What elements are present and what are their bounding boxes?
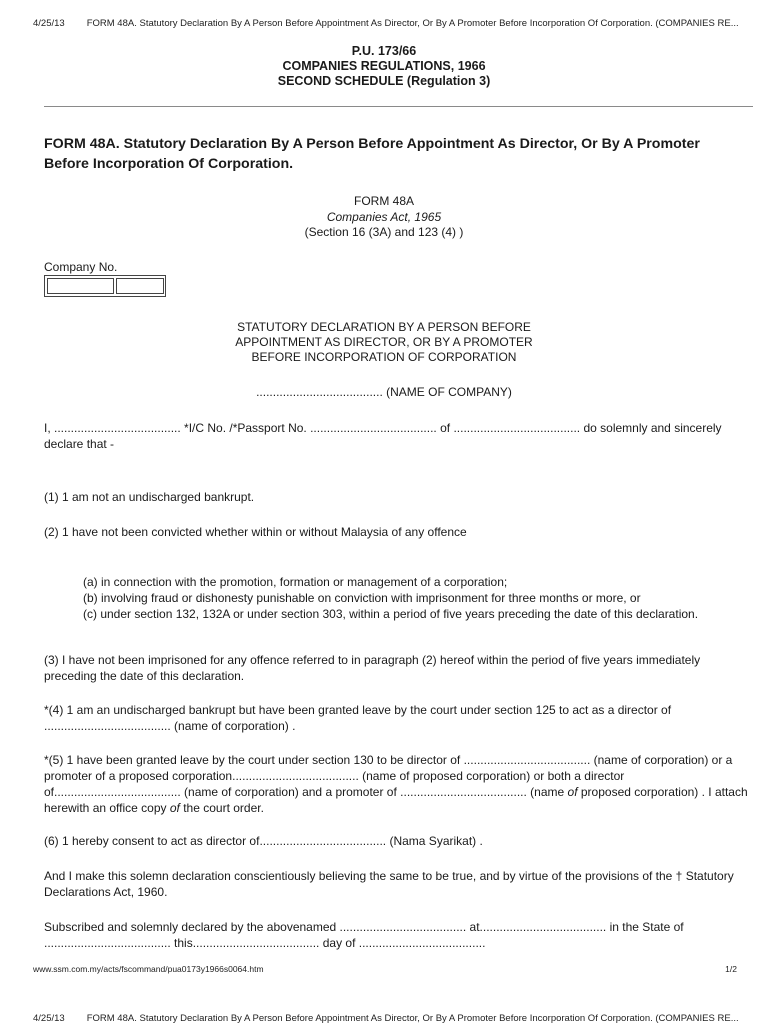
browser-print-header	[33, 18, 743, 29]
print-date-page-2: 4/25/13	[33, 1013, 65, 1024]
subscription-clause: Subscribed and solemnly declared by the abovenamed ...................................... at...................................... in the State of ...................................... this...................................... day of ......................................	[44, 920, 684, 950]
declaration-title-line-3: BEFORE INCORPORATION OF CORPORATION	[251, 350, 517, 364]
clause-4: *(4) 1 am an undischarged bankrupt but have been granted leave by the court under section 125 to act as a director of ...................................... (name of corporation) .	[44, 703, 672, 733]
clause-2a: (a) in connection with the promotion, formation or management of a corporation;	[83, 575, 508, 589]
clause-6: (6) 1 hereby consent to act as director of...................................... (Nama Syarikat) .	[44, 834, 483, 848]
print-date: 4/25/13	[33, 18, 65, 29]
clause-2: (2) 1 have not been convicted whether within or without Malaysia of any offence	[44, 525, 467, 539]
company-no-field-1[interactable]	[47, 278, 114, 294]
form-title: FORM 48A. Statutory Declaration By A Person Before Appointment As Director, Or By A Promoter Before Incorporation Of Corporation.	[44, 136, 700, 172]
clause-1: (1) 1 am not an undischarged bankrupt.	[44, 490, 255, 504]
clause-5-text-3: the court order.	[179, 801, 264, 815]
clause-2b: (b) involving fraud or dishonesty punishable on conviction with imprisonment for three months or more, or	[83, 591, 641, 605]
page-number: 1/2	[725, 964, 737, 974]
regulation-schedule: SECOND SCHEDULE (Regulation 3)	[277, 74, 491, 88]
footer-url: www.ssm.com.my/acts/fscommand/pua0173y1966s0064.htm	[33, 964, 264, 974]
company-no-field-2[interactable]	[116, 278, 164, 294]
clause-5-italic-1: of	[567, 785, 578, 799]
section-reference: (Section 16 (3A) and 123 (4) )	[304, 225, 464, 239]
declaration-intro: I, ...................................... *I/C No. /*Passport No. ...................................... of ...................................... do solemnly and sincerely declare that -	[44, 421, 722, 451]
horizontal-divider	[44, 106, 753, 107]
print-title: FORM 48A. Statutory Declaration By A Person Before Appointment As Director, Or By A Promoter Before Incorporation Of Corporation. (COMPANIES RE...	[86, 18, 739, 29]
clause-3: (3) I have not been imprisoned for any offence referred to in paragraph (2) hereof within the period of five years immediately preceding the date of this declaration.	[44, 653, 701, 683]
clause-5	[44, 752, 756, 816]
name-of-company-line: ...................................... (NAME OF COMPANY)	[256, 385, 512, 399]
declaration-title	[0, 320, 768, 365]
act-name: Companies Act, 1965	[326, 209, 442, 224]
clause-7: And I make this solemn declaration conscientiously believing the same to be true, and by virtue of the provisions of the † Statutory Declarations Act, 1960.	[44, 869, 734, 899]
clause-5-text-1: *(5) 1 have been granted leave by the court under section 130 to be director of ...................................... (name of corporation) or a promoter of a proposed corporation...................................... (name of proposed corporation) or both a director of...................................... (name of corporation) and a promoter of ...................................... (name	[44, 753, 733, 799]
clause-2c: (c) under section 132, 132A or under section 303, within a period of five years preceding the date of this declaration.	[83, 607, 699, 621]
clause-5-text-2: proposed corporation) . I attach herewith an office copy	[44, 785, 748, 815]
declaration-title-line-1: STATUTORY DECLARATION BY A PERSON BEFORE	[237, 320, 531, 334]
browser-print-header-page-2	[33, 1013, 743, 1024]
form-heading	[0, 194, 768, 241]
regulation-number: P.U. 173/66	[351, 44, 417, 58]
declaration-title-line-2: APPOINTMENT AS DIRECTOR, OR BY A PROMOTER	[235, 335, 533, 349]
regulation-name: COMPANIES REGULATIONS, 1966	[282, 59, 486, 73]
form-name: FORM 48A	[353, 194, 414, 208]
company-no-box	[44, 275, 166, 297]
print-footer	[33, 964, 737, 974]
clause-5-italic-2: of	[169, 801, 180, 815]
regulation-heading	[0, 44, 768, 89]
company-no-label: Company No.	[44, 260, 118, 274]
print-title-page-2: FORM 48A. Statutory Declaration By A Person Before Appointment As Director, Or By A Promoter Before Incorporation Of Corporation. (COMPANIES RE...	[86, 1013, 739, 1024]
